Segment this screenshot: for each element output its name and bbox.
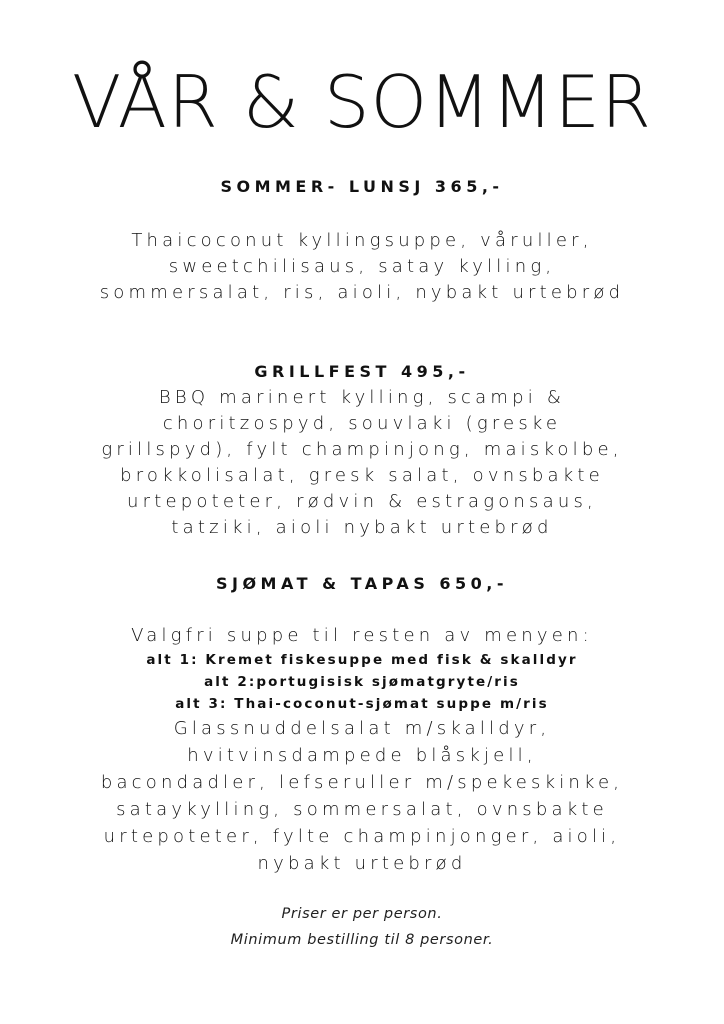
- minimum-order-note: Minimum bestilling til 8 personer.: [230, 932, 494, 948]
- menu-line: Thaicoconut kyllingsuppe, våruller,: [131, 230, 593, 251]
- menu-title: VÅR & SOMMER: [72, 60, 652, 144]
- menu-line: sommersalat, ris, aioli, nybakt urtebrød: [99, 282, 625, 303]
- menu-line: tatziki, aioli nybakt urtebrød: [171, 517, 553, 538]
- soup-alternative: alt 2:portugisisk sjømatgryte/ris: [204, 674, 520, 690]
- menu-line: sweetchilisaus, satay kylling,: [168, 256, 556, 277]
- section-heading-sjomat-tapas: SJØMAT & TAPAS 650,-: [215, 574, 509, 593]
- section-heading-grillfest: GRILLFEST 495,-: [254, 362, 470, 381]
- soup-alternative: alt 1: Kremet fiskesuppe med fisk & skalldyr: [146, 652, 578, 668]
- menu-line: grillspyd), fylt champinjong, maiskolbe,: [101, 439, 623, 460]
- menu-line: urtepoteter, rødvin & estragonsaus,: [127, 491, 597, 512]
- menu-line: nybakt urtebrød: [257, 853, 467, 874]
- menu-line: hvitvinsdampede blåskjell,: [187, 745, 537, 766]
- menu-intro-line: Valgfri suppe til resten av menyen:: [131, 625, 593, 646]
- soup-alternative: alt 3: Thai-coconut-sjømat suppe m/ris: [175, 696, 549, 712]
- menu-line: bacondadler, lefseruller m/spekeskinke,: [100, 772, 624, 793]
- menu-line: BBQ marinert kylling, scampi &: [158, 387, 566, 408]
- menu-line: choritzospyd, souvlaki (greske: [162, 413, 562, 434]
- menu-line: sataykylling, sommersalat, ovnsbakte: [116, 799, 608, 820]
- menu-line: brokkolisalat, gresk salat, ovnsbakte: [120, 465, 604, 486]
- price-note: Priser er per person.: [281, 906, 443, 922]
- menu-line: Glassnuddelsalat m/skalldyr,: [173, 718, 551, 739]
- menu-line: urtepoteter, fylte champinjonger, aioli,: [103, 826, 621, 847]
- section-heading-sommer-lunsj: SOMMER- LUNSJ 365,-: [220, 177, 504, 196]
